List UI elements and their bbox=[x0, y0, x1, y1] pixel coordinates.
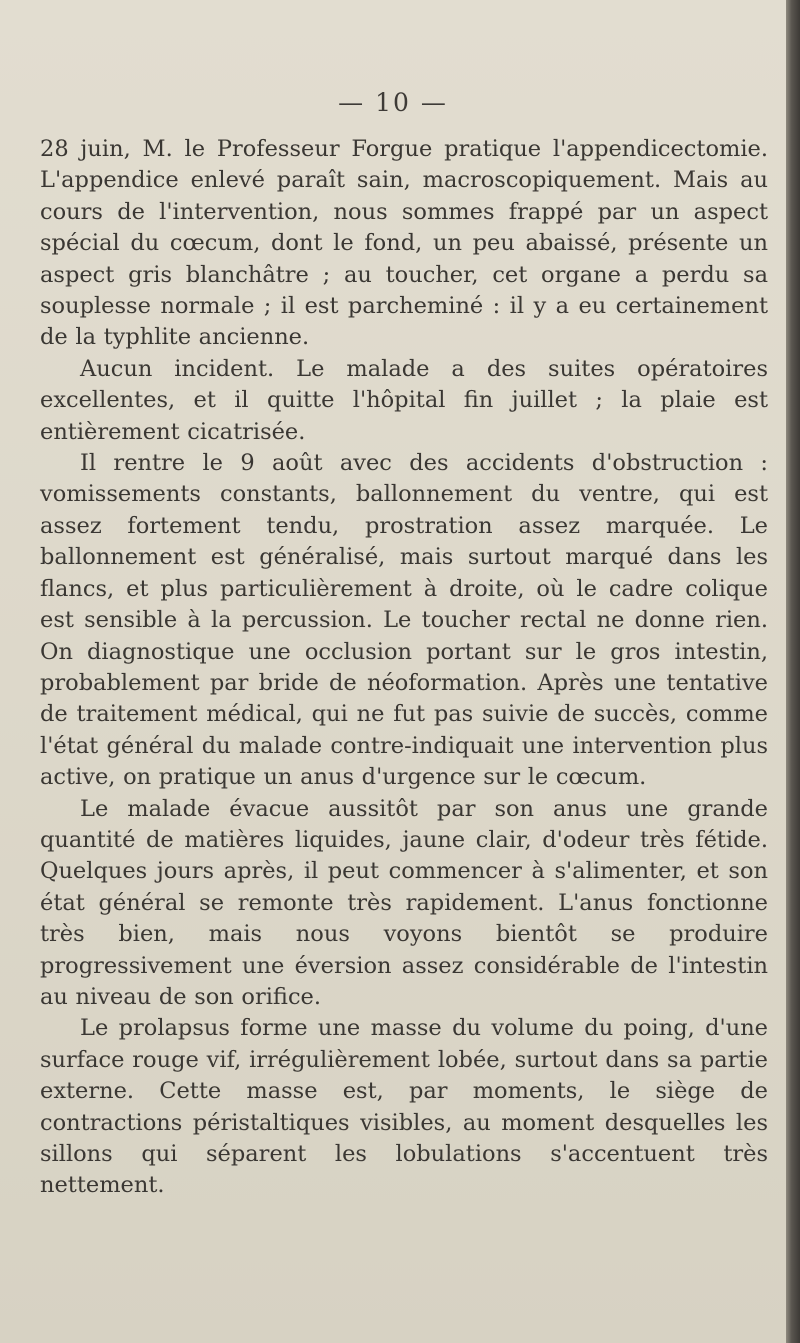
page-number: — 10 — bbox=[338, 88, 448, 117]
paragraph-1: 28 juin, M. le Professeur Forgue pratique l'appendicectomie. L'appendice enlevé paraît sain, macroscopiquement. Mais au cours de l'intervention, nous sommes frappé par un aspect spécial du cœcum, dont le fond, un peu abaissé, présente un aspect gris blanchâtre ; au toucher, cet organe a perdu sa souplesse normale ; il est parcheminé : il y a eu certainement de la typhlite ancienne. bbox=[40, 136, 768, 351]
body-text bbox=[40, 134, 768, 1202]
book-binding-edge bbox=[786, 0, 800, 1343]
paragraph-2: Aucun incident. Le malade a des suites opératoires excellentes, et il quitte l'hôpital fin juillet ; la plaie est entièrement cicatrisée. bbox=[40, 355, 768, 445]
paragraph-3: Il rentre le 9 août avec des accidents d'obstruction : vomissements constants, ballonnement du ventre, qui est assez fortement tendu, prostration assez marquée. Le ballonnement est généralisé, mais surtout marqué dans les flancs, et plus particulièrement à droite, où le cadre colique est sensible à la percussion. Le toucher rectal ne donne rien. On diagnostique une occlusion portant sur le gros intestin, probablement par bride de néoformation. Après une tentative de traitement médical, qui ne fut pas suivie de succès, comme l'état général du malade contre-indiquait une intervention plus active, on pratique un anus d'urgence sur le cœcum. bbox=[40, 450, 768, 791]
paragraph-4: Le malade évacue aussitôt par son anus une grande quantité de matières liquides, jaune clair, d'odeur très fétide. Quelques jours après, il peut commencer à s'alimenter, et son état général se remonte très rapidement. L'anus fonctionne très bien, mais nous voyons bientôt se produire progressivement une éversion assez considérable de l'intestin au niveau de son orifice. bbox=[40, 795, 768, 1010]
paragraph-5: Le prolapsus forme une masse du volume du poing, d'une surface rouge vif, irrégulièrement lobée, surtout dans sa partie externe. Cette masse est, par moments, le siège de contractions péristaltiques visibles, au moment desquelles les sillons qui séparent les lobulations s'accentuent très nettement. bbox=[40, 1015, 768, 1199]
